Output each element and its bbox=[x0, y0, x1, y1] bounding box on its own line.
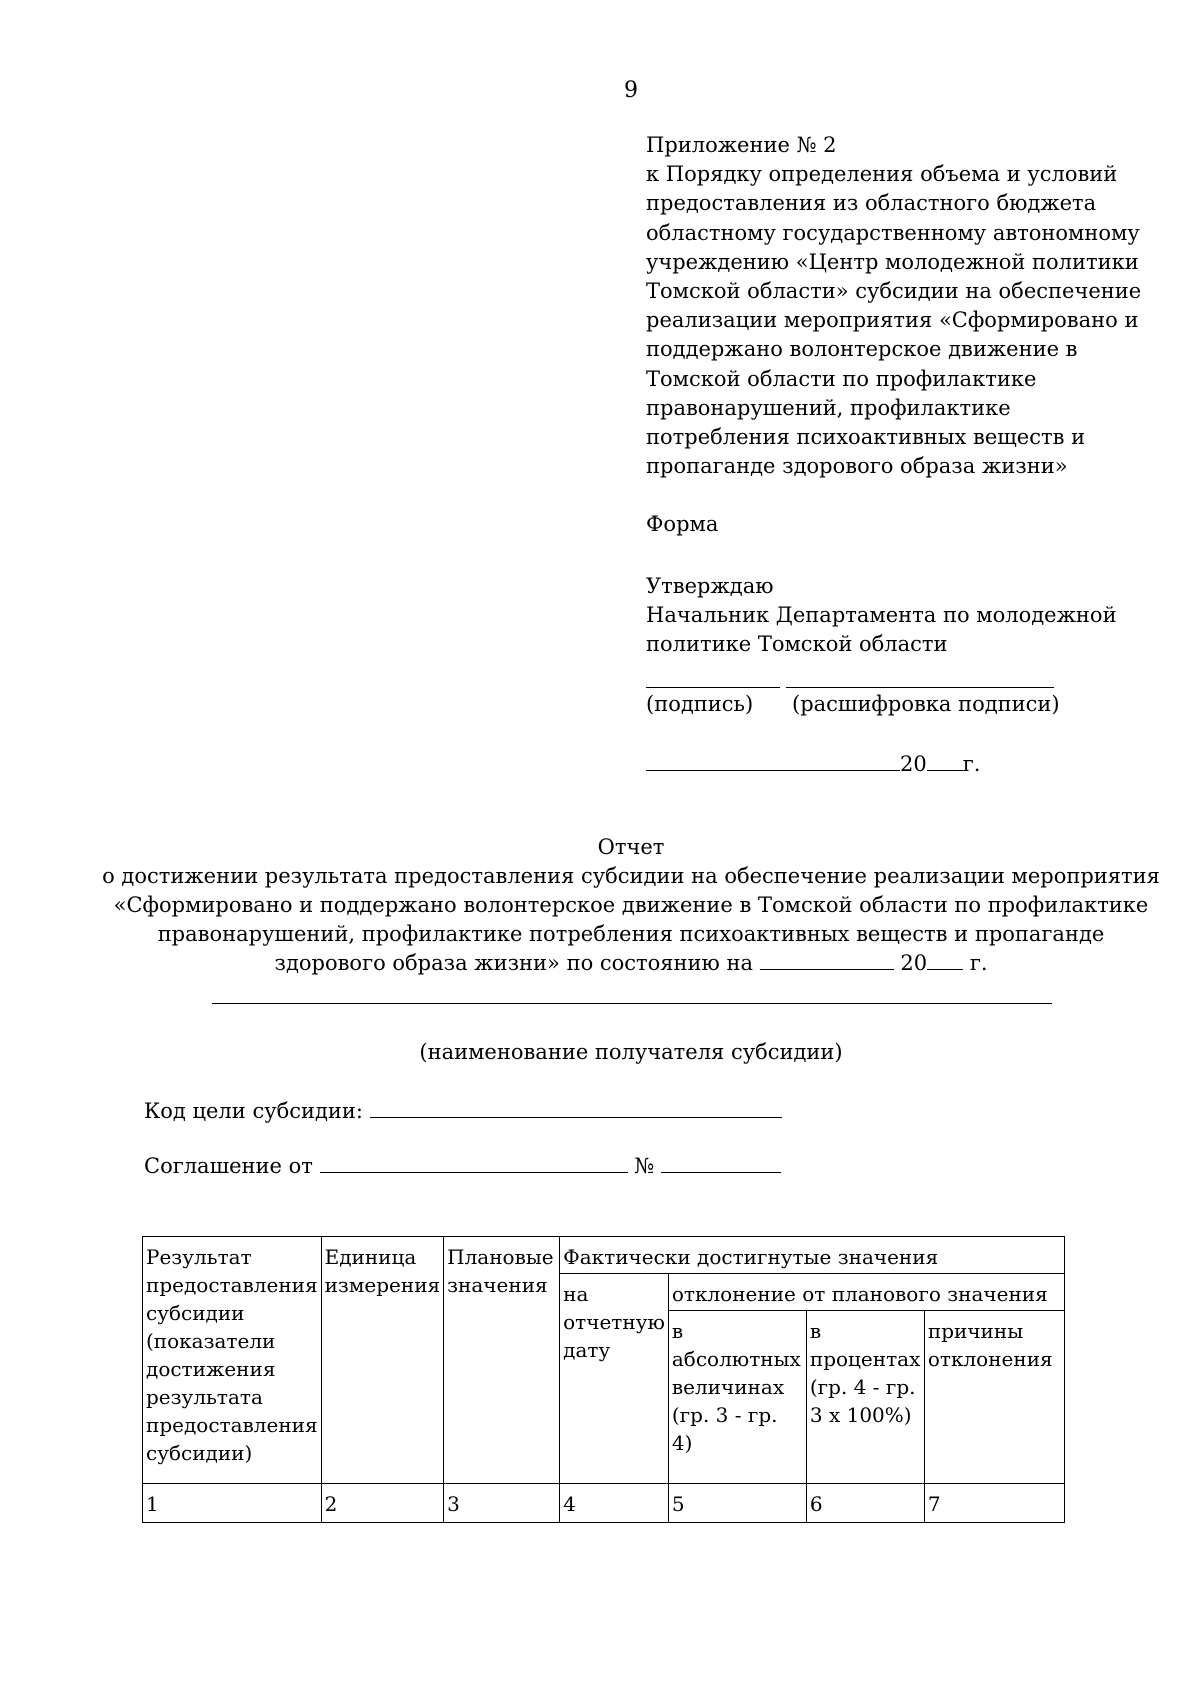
header-actual: Фактически достигнутые значения bbox=[560, 1237, 1065, 1274]
header-plan: Плановые значения bbox=[444, 1237, 560, 1484]
agreement-label: Соглашение от bbox=[144, 1154, 313, 1178]
report-line: правонарушений, профилактике потребления психоактивных веществ и пропаганде bbox=[157, 922, 1105, 946]
header-result: Результат предоставления субсидии (показатели достижения результата предоставления субсидии) bbox=[143, 1237, 322, 1484]
recipient-caption: (наименование получателя субсидии) bbox=[419, 1040, 843, 1064]
signature-decode-caption: (расшифровка подписи) bbox=[792, 692, 1060, 716]
report-line: «Сформировано и поддержано волонтерское движение в Томской области по профилактике bbox=[113, 893, 1149, 917]
signature-field[interactable] bbox=[646, 665, 780, 688]
signature-decode-field[interactable] bbox=[786, 665, 1054, 688]
signature-lines bbox=[646, 665, 1066, 689]
appendix-line: Томской области по профилактике bbox=[646, 366, 1037, 391]
subsidy-code-row bbox=[144, 1097, 782, 1123]
header-unit: Единица измерения bbox=[321, 1237, 444, 1484]
header-reasons: причины отклонения bbox=[924, 1311, 1064, 1484]
report-last-line bbox=[0, 949, 1200, 978]
year-prefix: 20 bbox=[900, 752, 927, 776]
column-number: 5 bbox=[668, 1484, 806, 1523]
appendix-line: пропаганде здорового образа жизни» bbox=[646, 454, 1068, 479]
column-number: 7 bbox=[924, 1484, 1064, 1523]
appendix-line: предоставления из областного бюджета bbox=[646, 191, 1097, 216]
agreement-date-field[interactable] bbox=[320, 1152, 628, 1173]
header-on-date: на отчетную дату bbox=[560, 1274, 669, 1484]
subsidy-code-field[interactable] bbox=[370, 1097, 782, 1118]
form-label: Форма bbox=[646, 512, 719, 536]
appendix-header bbox=[646, 131, 1166, 481]
appendix-line: Томской области» субсидии на обеспечение bbox=[646, 279, 1142, 304]
appendix-line: потребления психоактивных веществ и bbox=[646, 425, 1086, 450]
header-percent: в процентах (гр. 4 - гр. 3 x 100%) bbox=[806, 1311, 924, 1484]
appendix-line: поддержано волонтерское движение в bbox=[646, 337, 1078, 362]
appendix-line: правонарушений, профилактике bbox=[646, 395, 1011, 420]
column-number: 1 bbox=[143, 1484, 322, 1523]
report-heading bbox=[0, 833, 1200, 978]
approval-position-line1: Начальник Департамента по молодежной bbox=[646, 603, 1117, 627]
report-line: о достижении результата предоставления субсидии на обеспечение реализации мероприятия bbox=[102, 864, 1160, 888]
report-table bbox=[142, 1236, 1065, 1523]
report-year-field[interactable] bbox=[927, 949, 963, 970]
page-number: 9 bbox=[624, 78, 638, 103]
year-field[interactable] bbox=[927, 750, 963, 771]
appendix-line: областному государственному автономному bbox=[646, 220, 1140, 245]
report-year-suffix: г. bbox=[969, 951, 988, 975]
appendix-line: к Порядку определения объема и условий bbox=[646, 162, 1118, 187]
column-number: 6 bbox=[806, 1484, 924, 1523]
agreement-number-field[interactable] bbox=[661, 1152, 781, 1173]
signature-caption: (подпись) bbox=[646, 692, 754, 716]
appendix-line: Приложение № 2 bbox=[646, 133, 837, 157]
date-field[interactable] bbox=[646, 750, 900, 771]
approval-title: Утверждаю bbox=[646, 574, 774, 598]
report-title: Отчет bbox=[597, 835, 665, 859]
recipient-name-field[interactable] bbox=[212, 1003, 1052, 1004]
column-number: 2 bbox=[321, 1484, 444, 1523]
column-number: 4 bbox=[560, 1484, 669, 1523]
approval-position-line2: политике Томской области bbox=[646, 632, 948, 656]
approval-block bbox=[646, 572, 1117, 659]
report-year-prefix: 20 bbox=[900, 951, 928, 975]
subsidy-code-label: Код цели субсидии: bbox=[144, 1099, 363, 1123]
agreement-row bbox=[144, 1152, 781, 1178]
appendix-line: учреждению «Центр молодежной политики bbox=[646, 249, 1139, 274]
appendix-line: реализации мероприятия «Сформировано и bbox=[646, 308, 1139, 333]
header-absolute: в абсолютных величинах (гр. 3 - гр. 4) bbox=[668, 1311, 806, 1484]
year-suffix: г. bbox=[962, 752, 981, 776]
signature-captions bbox=[646, 692, 1060, 716]
column-number: 3 bbox=[444, 1484, 560, 1523]
approval-date bbox=[646, 750, 980, 776]
report-last-line-text: здорового образа жизни» по состоянию на bbox=[274, 951, 754, 975]
agreement-number-sign: № bbox=[634, 1154, 655, 1178]
report-date-field[interactable] bbox=[760, 949, 894, 970]
header-deviation: отклонение от планового значения bbox=[668, 1274, 1064, 1311]
